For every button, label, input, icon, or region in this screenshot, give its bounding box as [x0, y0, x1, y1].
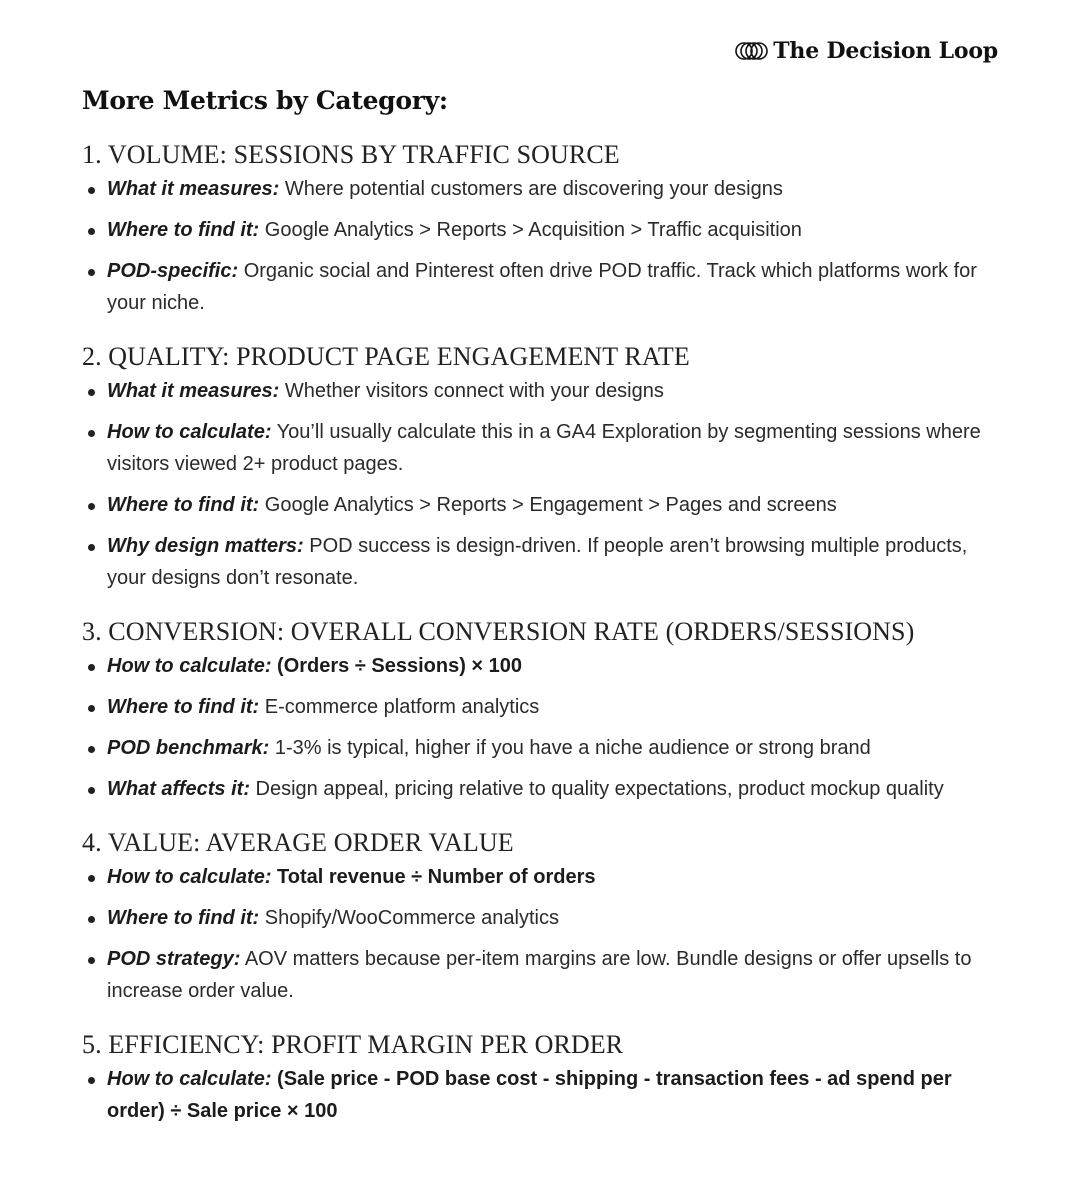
list-item — [82, 255, 1002, 319]
metric-section — [82, 341, 1002, 594]
metric-section — [82, 139, 1002, 319]
item-label: What it measures: — [107, 380, 280, 402]
item-formula: (Orders ÷ Sessions) × 100 — [271, 655, 523, 677]
item-text: Google Analytics > Reports > Acquisition > Traffic acquisition — [259, 219, 802, 241]
item-text: 1-3% is typical, higher if you have a niche audience or strong brand — [269, 737, 871, 759]
item-label: What it measures: — [107, 178, 280, 200]
item-label: How to calculate: — [107, 1068, 272, 1090]
list-item — [82, 1063, 1002, 1127]
item-label: Where to find it: — [107, 219, 260, 241]
item-text: Where potential customers are discovering your designs — [279, 178, 783, 200]
section-heading: 4. VALUE: AVERAGE ORDER VALUE — [82, 828, 514, 857]
list-item — [82, 650, 1002, 682]
list-item — [82, 489, 1002, 521]
list-item — [82, 902, 1002, 934]
item-text: E-commerce platform analytics — [259, 696, 540, 718]
list-item — [82, 173, 1002, 205]
bullet-list — [82, 650, 1002, 805]
item-text: You’ll usually calculate this in a GA4 Exploration by segmenting sessions where visitors viewed 2+ product pages. — [107, 421, 981, 475]
list-item — [82, 943, 1002, 1007]
brand-header — [735, 38, 998, 64]
metric-section — [82, 827, 1002, 1007]
item-label: POD strategy: — [107, 948, 241, 970]
item-text: Design appeal, pricing relative to quality expectations, product mockup quality — [249, 778, 944, 800]
metric-section — [82, 1029, 1002, 1127]
section-heading: 5. EFFICIENCY: PROFIT MARGIN PER ORDER — [82, 1030, 624, 1059]
list-item — [82, 691, 1002, 723]
bullet-list — [82, 1063, 1002, 1127]
item-label: POD benchmark: — [107, 737, 270, 759]
page-title: More Metrics by Category: — [82, 86, 448, 115]
item-label: What affects it: — [107, 778, 250, 800]
bullet-list — [82, 375, 1002, 594]
item-label: How to calculate: — [107, 866, 272, 888]
item-label: How to calculate: — [107, 421, 272, 443]
interlocking-circles-icon — [735, 40, 769, 62]
item-label: Why design matters: — [107, 535, 304, 557]
item-text: Whether visitors connect with your designs — [279, 380, 664, 402]
item-text: Organic social and Pinterest often drive POD traffic. Track which platforms work for your niche. — [107, 260, 977, 314]
item-text: Google Analytics > Reports > Engagement > Pages and screens — [259, 494, 837, 516]
section-heading: 3. CONVERSION: OVERALL CONVERSION RATE (ORDERS/SESSIONS) — [82, 617, 915, 646]
item-label: Where to find it: — [107, 907, 260, 929]
list-item — [82, 861, 1002, 893]
item-label: Where to find it: — [107, 494, 260, 516]
section-heading: 2. QUALITY: PRODUCT PAGE ENGAGEMENT RATE — [82, 342, 690, 371]
item-label: Where to find it: — [107, 696, 260, 718]
section-heading: 1. VOLUME: SESSIONS BY TRAFFIC SOURCE — [82, 140, 620, 169]
list-item — [82, 214, 1002, 246]
item-text: POD success is design-driven. If people aren’t browsing multiple products, your designs don’t resonate. — [107, 535, 968, 589]
list-item — [82, 416, 1002, 480]
brand-name: The Decision Loop — [773, 38, 998, 64]
item-text: AOV matters because per-item margins are low. Bundle designs or offer upsells to increase order value. — [107, 948, 972, 1002]
item-formula: Total revenue ÷ Number of orders — [271, 866, 596, 888]
list-item — [82, 732, 1002, 764]
bullet-list — [82, 861, 1002, 1007]
list-item — [82, 530, 1002, 594]
item-label: POD-specific: — [107, 260, 239, 282]
metric-sections — [82, 139, 1002, 1127]
item-text: Shopify/WooCommerce analytics — [259, 907, 559, 929]
bullet-list — [82, 173, 1002, 319]
article-body — [82, 86, 1002, 1149]
list-item — [82, 773, 1002, 805]
item-label: How to calculate: — [107, 655, 272, 677]
list-item — [82, 375, 1002, 407]
item-formula: (Sale price - POD base cost - shipping - transaction fees - ad spend per order) ÷ Sale price × 100 — [107, 1068, 952, 1122]
metric-section — [82, 616, 1002, 805]
